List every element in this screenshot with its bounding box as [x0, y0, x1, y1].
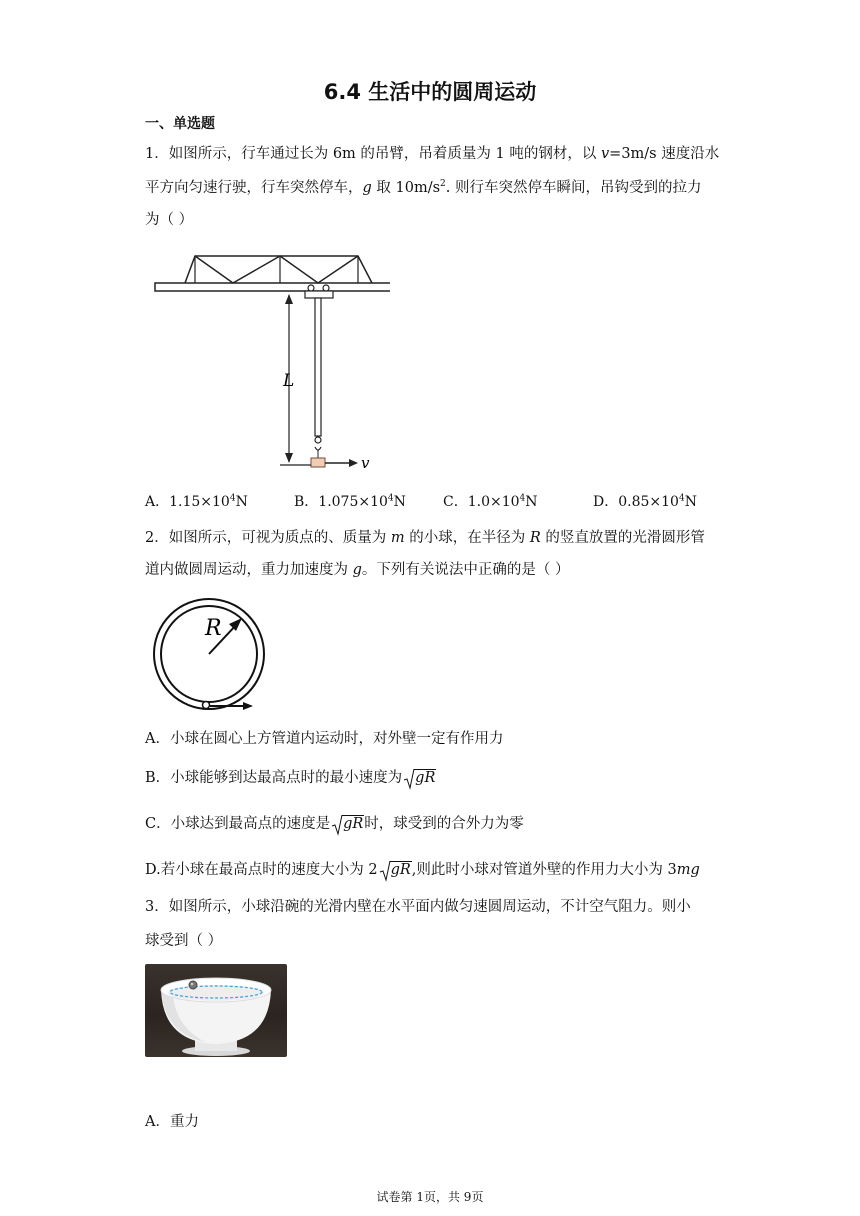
q1-line-2: 平方向匀速行驶，行车突然停车，g 取 $10m/s^2$. 则行车突然停车瞬间，吊钩受到的拉力 [145, 179, 702, 196]
label-v: v [361, 454, 370, 472]
q2-option-a: A．小球在圆心上方管道内运动时，对外壁一定有作用力 [145, 731, 504, 747]
bowl-photo [145, 964, 287, 1057]
q2-line-2: 道内做圆周运动，重力加速度为 g。下列有关说法中正确的是（ ） [145, 562, 570, 578]
label-L: L [283, 371, 295, 391]
crane-figure [150, 250, 390, 472]
q1-line-3: 为（ ） [145, 212, 194, 228]
q1-option-d: D．$0.85\times 10^4N$ [593, 493, 697, 510]
sqrt-symbol: gR [379, 862, 412, 878]
q2-option-d: D.若小球在最高点时的速度大小为 2 gR,则此时小球对管道外壁的作用力大小为 3mg [145, 862, 700, 878]
q1-line-1: 1．如图所示，行车通过长为 6m 的吊臂，吊着质量为 1 吨的钢材，以 v=3m/s 速度沿水 [145, 146, 720, 162]
q1-option-c: C．$1.0\times 10^4N$ [443, 493, 538, 510]
page-title: 6.4 生活中的圆周运动 [323, 80, 537, 104]
label-R: R [205, 616, 222, 641]
q2-option-b: B．小球能够到达最高点时的最小速度为 gR [145, 770, 436, 786]
sqrt-symbol: gR [331, 816, 364, 832]
q3-option-a: A．重力 [145, 1114, 199, 1130]
q3-line-2: 球受到（ ） [145, 933, 223, 949]
q3-line-1: 3．如图所示，小球沿碗的光滑内壁在水平面内做匀速圆周运动，不计空气阻力。则小 [145, 899, 691, 915]
page-footer: 试卷第 1页，共 9页 [376, 1190, 484, 1204]
q2-line-1: 2．如图所示，可视为质点的、质量为 m 的小球，在半径为 R 的竖直放置的光滑圆形管 [145, 530, 705, 546]
q1-option-a: A．$1.15\times 10^4N$ [145, 493, 248, 510]
sqrt-symbol: gR [403, 770, 436, 786]
q1-option-b: B．$1.075\times 10^4N$ [294, 493, 406, 510]
q2-option-c: C．小球达到最高点的速度是 gR时，球受到的合外力为零 [145, 816, 524, 832]
section-heading: 一、单选题 [145, 116, 215, 132]
tube-figure [145, 598, 285, 716]
